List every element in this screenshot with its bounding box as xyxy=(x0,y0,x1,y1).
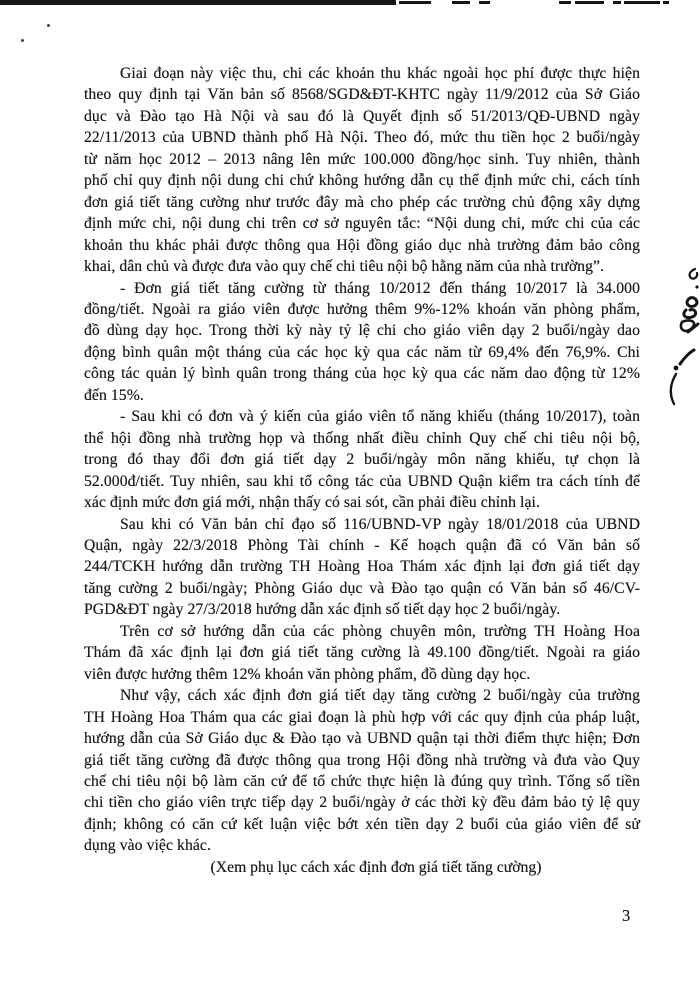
text-line: động bình quân một tháng của các học kỳ qua các năm từ 69,4% đến 76,9%. Chi xyxy=(84,343,640,361)
handwriting-scribble xyxy=(664,266,700,408)
text-line: định mức chi, nội dung chi trên cơ sở nguyên tắc: “Nội dung chi, mức chi của các xyxy=(84,215,640,233)
scan-edge-segment xyxy=(452,1,470,4)
scan-edge-segment xyxy=(575,1,604,4)
text-line: xác định mức đơn giá mới, nhận thấy có sai sót, cần phải điều chỉnh lại. xyxy=(84,494,540,512)
text-line: - Sau khi có đơn và ý kiến của giáo viên tổ năng khiếu (tháng 10/2017), toàn xyxy=(120,408,640,426)
scan-edge-segment xyxy=(479,1,490,4)
scan-edge-segment xyxy=(613,1,621,4)
paragraphs-container xyxy=(84,63,640,857)
text-line: dụng vào việc khác. xyxy=(84,837,211,855)
scan-noise-dot xyxy=(21,39,24,42)
scan-edge-segment xyxy=(624,1,660,4)
text-line: viên được hưởng thêm 12% khoán văn phòng phẩm, đồ dùng dạy học. xyxy=(84,665,531,683)
text-line: - Đơn giá tiết tăng cường từ tháng 10/2012 đến tháng 10/2017 là 34.000 xyxy=(120,279,640,297)
text-line: đơn giá tiết tăng cường như trước đây mà cho phép các trường chủ động xây dựng xyxy=(84,193,640,211)
text-line: Thám đã xác định lại đơn giá tiết tăng cường là 49.100 đồng/tiết. Ngoài ra giáo xyxy=(84,644,640,662)
document-body xyxy=(84,63,640,878)
page-number: 3 xyxy=(622,906,631,925)
scan-edge-segment xyxy=(0,0,396,5)
text-line: khai, dân chủ và được đưa vào quy chế chi tiêu nội bộ hằng năm của nhà trường”. xyxy=(84,258,605,276)
text-line: Quận, ngày 22/3/2018 Phòng Tài chính - Kế hoạch quận đã có Văn bản số xyxy=(84,536,640,554)
text-line: phố chỉ quy định nội dung chi chứ không hướng dẫn cụ thể định mức chi, cách tính xyxy=(84,172,640,190)
text-line: Giai đoạn này việc thu, chi các khoản thu khác ngoài học phí được thực hiện xyxy=(120,65,640,82)
text-line: khoản thu khác phải được thông qua Hội đồng giáo dục nhà trường đảm bảo công xyxy=(84,236,640,254)
text-line: từ năm học 2012 – 2013 nâng lên mức 100.000 đồng/học sinh. Tuy nhiên, thành xyxy=(84,150,640,168)
text-line: hướng dẫn của Sở Giáo dục & Đào tạo và UBND quận tại thời điểm thực hiện; Đơn xyxy=(84,730,640,748)
scan-edge-segment xyxy=(399,1,431,4)
text-line: chế chi tiêu nội bộ làm căn cứ để tổ chức thực hiện là đúng quy trình. Tổng số tiền xyxy=(84,772,640,790)
text-line: chi tiền cho giáo viên trực tiếp dạy 2 buổi/ngày ở các thời kỳ đều đảm bảo tỷ lệ quy xyxy=(84,794,640,812)
text-line: đến 15%. xyxy=(84,386,144,404)
appendix-note: (Xem phụ lục cách xác định đơn giá tiết tăng cường) xyxy=(210,858,542,876)
text-line: 244/TCKH hướng dẫn trường TH Hoàng Hoa Thám xác định lại đơn giá tiết dạy xyxy=(84,558,640,576)
text-line: PGD&ĐT ngày 27/3/2018 hướng dẫn xác định số tiết dạy học 2 buổi/ngày. xyxy=(84,601,561,619)
text-line: đồ dùng dạy học. Trong thời kỳ này tỷ lệ chi cho giáo viên dạy 2 buổi/ngày dao xyxy=(84,322,640,340)
text-line: Sau khi có Văn bản chỉ đạo số 116/UBND-VP ngày 18/01/2018 của UBND xyxy=(120,515,640,533)
text-line: 22/11/2013 của UBND thành phố Hà Nội. Theo đó, mức thu tiền học 2 buổi/ngày xyxy=(84,129,640,147)
text-line: Trên cơ sở hướng dẫn của các phòng chuyên môn, trường TH Hoàng Hoa xyxy=(120,622,640,640)
scan-edge-segment xyxy=(663,1,669,4)
text-line: 52.000đ/tiết. Tuy nhiên, sau khi tổ công tác của UBND Quận kiểm tra cách tính để xyxy=(84,472,640,490)
text-line: trong đó thay đổi đơn giá tiết dạy 2 buổi/ngày môn năng khiếu, tự chọn là xyxy=(84,451,640,469)
text-line: dục và Đào tạo Hà Nội và sau đó là Quyết định số 51/2013/QĐ-UBND ngày xyxy=(84,107,640,125)
scan-edge-segment xyxy=(559,1,571,4)
text-line: TH Hoàng Hoa Thám qua các giai đoạn là phù hợp với các quy định của pháp luật, xyxy=(84,708,640,726)
scan-noise-dot xyxy=(47,24,50,27)
text-line: theo quy định tại Văn bản số 8568/SGD&ĐT-KHTC ngày 11/9/2012 của Sở Giáo xyxy=(84,86,640,104)
text-line: định; không có căn cứ kết luận việc bớt xén tiền dạy 2 buổi của giáo viên để sử xyxy=(84,815,640,833)
text-line: đồng/tiết. Ngoài ra giáo viên được hưởng thêm 9%-12% khoán văn phòng phẩm, xyxy=(84,300,640,318)
text-line: thể hội đồng nhà trường họp và thống nhất điều chỉnh Quy chế chi tiêu nội bộ, xyxy=(84,429,640,447)
text-line: tăng cường 2 buổi/ngày; Phòng Giáo dục và Đào tạo quận có Văn bản số 46/CV- xyxy=(84,579,640,597)
text-line: Như vậy, cách xác định đơn giá tiết dạy tăng cường 2 buổi/ngày của trường xyxy=(120,687,640,705)
text-line: giá tiết tăng cường đã được thông qua trong Hội đồng nhà trường và đưa vào Quy xyxy=(84,751,640,769)
text-line: công tác quản lý bình quân trong tháng của học kỳ qua các năm dao động từ 12% xyxy=(84,365,640,383)
